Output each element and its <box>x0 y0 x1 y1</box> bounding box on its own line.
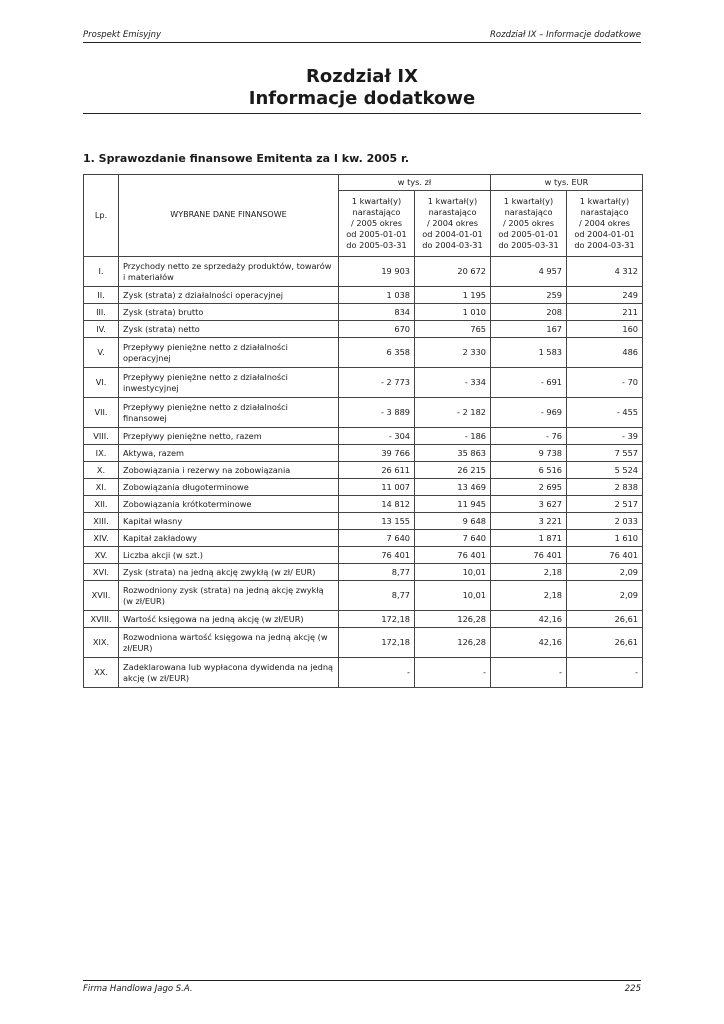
row-value: 2 033 <box>567 513 643 530</box>
row-value: 167 <box>491 321 567 338</box>
section-heading: 1. Sprawozdanie finansowe Emitenta za I kw. 2005 r. <box>83 152 410 165</box>
row-value: 2 695 <box>491 479 567 496</box>
row-number: XIV. <box>84 530 119 547</box>
lp-header: Lp. <box>84 175 119 257</box>
row-number: XI. <box>84 479 119 496</box>
chapter-title <box>83 66 641 110</box>
row-value: 8,77 <box>339 564 415 581</box>
table-row <box>84 368 643 398</box>
row-value: 10,01 <box>415 564 491 581</box>
group-header-pln: w tys. zł <box>339 175 491 191</box>
row-label: Kapitał zakładowy <box>119 530 339 547</box>
row-value: 4 312 <box>567 257 643 287</box>
row-value: - 455 <box>567 398 643 428</box>
row-value: 2 330 <box>415 338 491 368</box>
row-value: 13 155 <box>339 513 415 530</box>
row-value: 6 358 <box>339 338 415 368</box>
table-row <box>84 581 643 611</box>
row-value: 1 010 <box>415 304 491 321</box>
row-number: IV. <box>84 321 119 338</box>
row-value: 76 401 <box>339 547 415 564</box>
header-rule <box>83 42 641 43</box>
table-row <box>84 530 643 547</box>
row-number: V. <box>84 338 119 368</box>
row-value: 11 945 <box>415 496 491 513</box>
table-row <box>84 628 643 658</box>
row-value: 126,28 <box>415 611 491 628</box>
row-value: - 2 182 <box>415 398 491 428</box>
row-number: XV. <box>84 547 119 564</box>
table-row <box>84 338 643 368</box>
row-value: 26 611 <box>339 462 415 479</box>
table-row <box>84 304 643 321</box>
row-number: XVII. <box>84 581 119 611</box>
chapter-name: Informacje dodatkowe <box>248 88 476 109</box>
column-header-line: do 2005-03-31 <box>346 240 407 250</box>
row-value: 1 610 <box>567 530 643 547</box>
row-value: - 304 <box>339 428 415 445</box>
row-value: - <box>415 658 491 688</box>
row-value: 13 469 <box>415 479 491 496</box>
chapter-number: Rozdział IX <box>306 66 418 87</box>
table-row <box>84 547 643 564</box>
row-number: XII. <box>84 496 119 513</box>
table-row <box>84 513 643 530</box>
column-header-line: narastająco <box>428 207 477 217</box>
row-label: Zobowiązania długoterminowe <box>119 479 339 496</box>
row-value: 7 640 <box>339 530 415 547</box>
row-number: XIX. <box>84 628 119 658</box>
row-number: VII. <box>84 398 119 428</box>
footer-company: Firma Handlowa Jago S.A. <box>83 984 193 994</box>
row-value: 486 <box>567 338 643 368</box>
column-header-line: narastająco <box>352 207 401 217</box>
row-number: VIII. <box>84 428 119 445</box>
table-row <box>84 658 643 688</box>
table-row <box>84 287 643 304</box>
row-number: VI. <box>84 368 119 398</box>
row-value: 2 517 <box>567 496 643 513</box>
row-number: XX. <box>84 658 119 688</box>
row-value: - 39 <box>567 428 643 445</box>
row-label: Rozwodniona wartość księgowa na jedną akcję (w zł/EUR) <box>119 628 339 658</box>
row-value: 42,16 <box>491 628 567 658</box>
row-label: Kapitał własny <box>119 513 339 530</box>
row-number: IX. <box>84 445 119 462</box>
column-header-line: od 2005-01-01 <box>498 229 559 239</box>
row-value: 9 738 <box>491 445 567 462</box>
column-header-1 <box>339 191 415 257</box>
row-number: II. <box>84 287 119 304</box>
row-label: Zysk (strata) brutto <box>119 304 339 321</box>
table-row <box>84 496 643 513</box>
row-value: 1 583 <box>491 338 567 368</box>
table-row <box>84 462 643 479</box>
column-header-line: 1 kwartał(y) <box>503 196 554 206</box>
row-number: XVIII. <box>84 611 119 628</box>
row-value: 10,01 <box>415 581 491 611</box>
column-header-line: 1 kwartał(y) <box>427 196 478 206</box>
table-row <box>84 611 643 628</box>
row-label: Wartość księgowa na jedną akcję (w zł/EUR) <box>119 611 339 628</box>
row-value: 172,18 <box>339 628 415 658</box>
running-footer <box>83 984 641 998</box>
group-header-eur: w tys. EUR <box>491 175 643 191</box>
row-value: - 969 <box>491 398 567 428</box>
financial-table <box>83 174 643 688</box>
row-label: Zysk (strata) na jedną akcję zwykłą (w zł/ EUR) <box>119 564 339 581</box>
row-value: 26,61 <box>567 628 643 658</box>
footer-rule <box>83 980 641 981</box>
row-value: 3 221 <box>491 513 567 530</box>
column-header-line: / 2005 okres <box>350 218 403 228</box>
row-label: Liczba akcji (w szt.) <box>119 547 339 564</box>
row-value: 7 557 <box>567 445 643 462</box>
row-label: Przepływy pieniężne netto z działalności finansowej <box>119 398 339 428</box>
table-row <box>84 398 643 428</box>
row-value: 259 <box>491 287 567 304</box>
row-value: 2,18 <box>491 564 567 581</box>
row-number: XIII. <box>84 513 119 530</box>
row-value: - 76 <box>491 428 567 445</box>
row-value: 172,18 <box>339 611 415 628</box>
column-header-line: narastająco <box>580 207 629 217</box>
row-value: 208 <box>491 304 567 321</box>
row-value: 8,77 <box>339 581 415 611</box>
table-row <box>84 428 643 445</box>
row-value: 5 524 <box>567 462 643 479</box>
column-header-line: / 2004 okres <box>426 218 479 228</box>
table-row <box>84 321 643 338</box>
page-number: 225 <box>624 984 641 994</box>
table-row <box>84 445 643 462</box>
row-label: Zadeklarowana lub wypłacona dywidenda na jedną akcję (w zł/EUR) <box>119 658 339 688</box>
row-value: 9 648 <box>415 513 491 530</box>
row-label: Aktywa, razem <box>119 445 339 462</box>
row-value: - <box>339 658 415 688</box>
row-value: - 186 <box>415 428 491 445</box>
column-header-line: do 2004-03-31 <box>574 240 635 250</box>
column-header-line: / 2005 okres <box>502 218 555 228</box>
row-label: Zysk (strata) netto <box>119 321 339 338</box>
row-label: Przepływy pieniężne netto z działalności inwestycyjnej <box>119 368 339 398</box>
row-value: - 2 773 <box>339 368 415 398</box>
row-value: - <box>491 658 567 688</box>
row-value: 4 957 <box>491 257 567 287</box>
row-value: 42,16 <box>491 611 567 628</box>
row-value: 20 672 <box>415 257 491 287</box>
row-value: 834 <box>339 304 415 321</box>
row-value: 76 401 <box>491 547 567 564</box>
row-label: Zobowiązania i rezerwy na zobowiązania <box>119 462 339 479</box>
row-value: - 70 <box>567 368 643 398</box>
column-header-line: do 2005-03-31 <box>498 240 559 250</box>
column-header-line: do 2004-03-31 <box>422 240 483 250</box>
row-value: - 3 889 <box>339 398 415 428</box>
row-value: 14 812 <box>339 496 415 513</box>
row-value: 160 <box>567 321 643 338</box>
row-value: 1 195 <box>415 287 491 304</box>
row-label: Rozwodniony zysk (strata) na jedną akcję zwykłą (w zł/EUR) <box>119 581 339 611</box>
row-value: 7 640 <box>415 530 491 547</box>
table-row <box>84 564 643 581</box>
row-value: 6 516 <box>491 462 567 479</box>
row-label: Przepływy pieniężne netto, razem <box>119 428 339 445</box>
column-header-line: 1 kwartał(y) <box>579 196 630 206</box>
column-header-line: od 2004-01-01 <box>574 229 635 239</box>
row-label: Zysk (strata) z działalności operacyjnej <box>119 287 339 304</box>
column-header-line: od 2004-01-01 <box>422 229 483 239</box>
column-header-3 <box>491 191 567 257</box>
row-value: 26,61 <box>567 611 643 628</box>
row-number: X. <box>84 462 119 479</box>
row-value: 3 627 <box>491 496 567 513</box>
column-header-line: 1 kwartał(y) <box>351 196 402 206</box>
table-row <box>84 257 643 287</box>
column-header-4 <box>567 191 643 257</box>
row-value: 211 <box>567 304 643 321</box>
row-value: 1 038 <box>339 287 415 304</box>
row-value: - <box>567 658 643 688</box>
column-header-line: narastająco <box>504 207 553 217</box>
row-number: XVI. <box>84 564 119 581</box>
row-value: 76 401 <box>567 547 643 564</box>
row-value: 26 215 <box>415 462 491 479</box>
title-rule <box>83 113 641 114</box>
column-header-line: / 2004 okres <box>578 218 631 228</box>
column-header-line: od 2005-01-01 <box>346 229 407 239</box>
row-number: III. <box>84 304 119 321</box>
row-value: 11 007 <box>339 479 415 496</box>
row-value: 2 838 <box>567 479 643 496</box>
row-value: 126,28 <box>415 628 491 658</box>
table-row <box>84 479 643 496</box>
row-value: 19 903 <box>339 257 415 287</box>
row-value: 2,09 <box>567 564 643 581</box>
row-label: Przychody netto ze sprzedaży produktów, towarów i materiałów <box>119 257 339 287</box>
row-value: 2,09 <box>567 581 643 611</box>
row-value: 35 863 <box>415 445 491 462</box>
row-label: Zobowiązania krótkoterminowe <box>119 496 339 513</box>
row-value: 670 <box>339 321 415 338</box>
row-value: 249 <box>567 287 643 304</box>
header-doc-title: Prospekt Emisyjny <box>83 30 162 40</box>
row-value: - 691 <box>491 368 567 398</box>
row-value: 39 766 <box>339 445 415 462</box>
name-header: WYBRANE DANE FINANSOWE <box>119 175 339 257</box>
row-number: I. <box>84 257 119 287</box>
row-value: 765 <box>415 321 491 338</box>
column-header-2 <box>415 191 491 257</box>
row-value: 76 401 <box>415 547 491 564</box>
row-value: 2,18 <box>491 581 567 611</box>
row-label: Przepływy pieniężne netto z działalności operacyjnej <box>119 338 339 368</box>
row-value: - 334 <box>415 368 491 398</box>
row-value: 1 871 <box>491 530 567 547</box>
header-chapter: Rozdział IX – Informacje dodatkowe <box>490 30 641 40</box>
